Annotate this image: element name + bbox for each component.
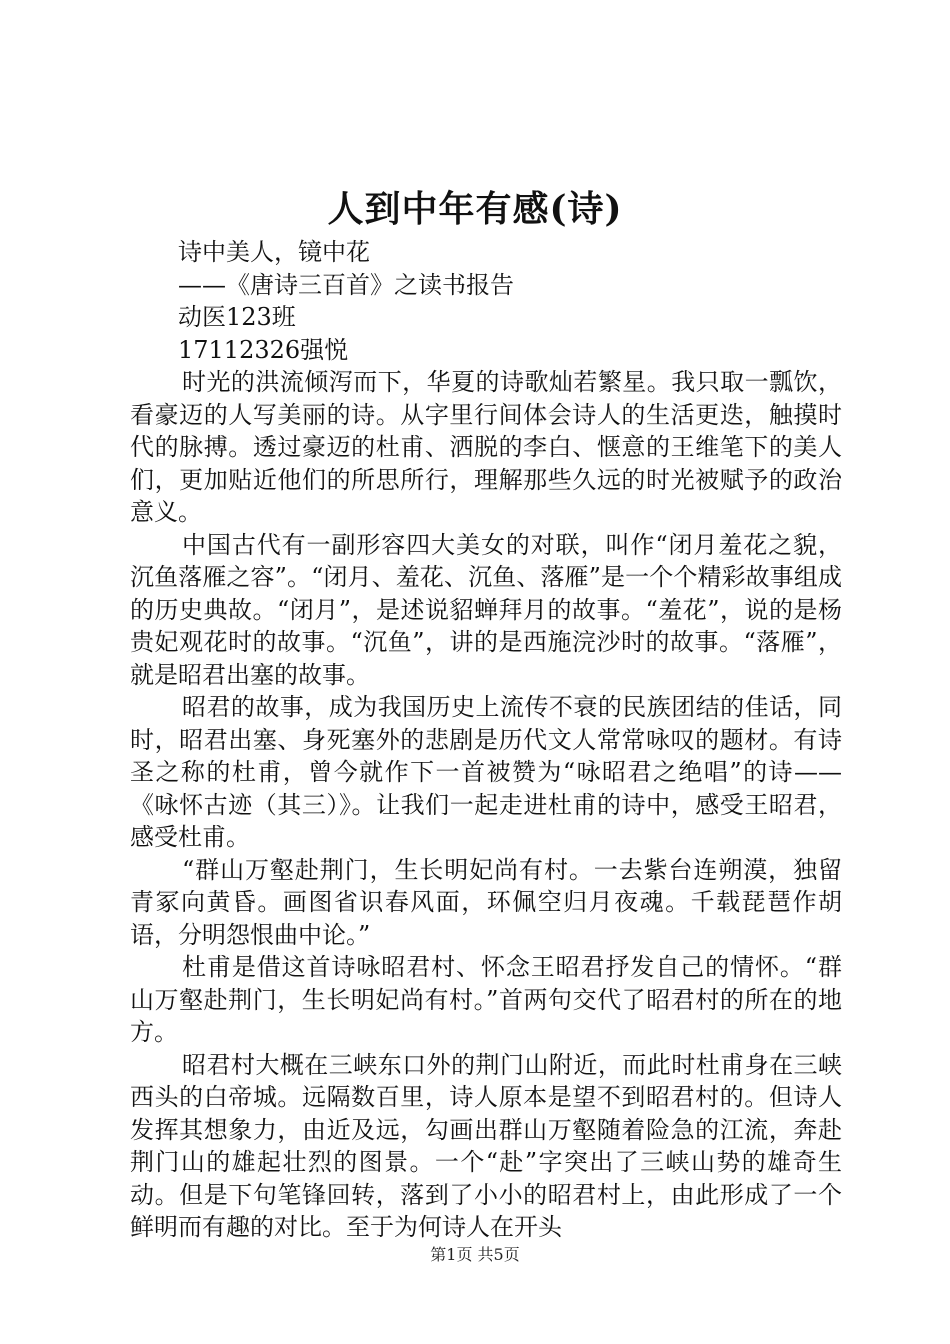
student-id-name: 17112326强悦: [178, 335, 349, 364]
report-title: ——《唐诗三百首》之读书报告: [178, 270, 514, 299]
paragraph-6: 昭君村大概在三峡东口外的荆门山附近，而此时杜甫身在三峡西头的白帝城。远隔数百里，诗人原本是望不到昭君村的。但诗人发挥其想象力，由近及远，勾画出群山万壑随着险急的江流，奔赴荆门山的雄起壮烈的图景。一个“赴”字突出了三峡山势的雄奇生动。但是下句笔锋回转，落到了小小的昭君村上，由此形成了一个鲜明而有趣的对比。至于为何诗人在开头: [130, 1050, 842, 1241]
paragraph-4-poem: “群山万壑赴荆门，生长明妃尚有村。一去紫台连朔漠，独留青冢向黄昏。画图省识春风面，环佩空归月夜魂。千载琵琶作胡语，分明怨恨曲中论。”: [130, 855, 842, 949]
document-body: [130, 236, 842, 1244]
paragraph-1: 时光的洪流倾泻而下，华夏的诗歌灿若繁星。我只取一瓢饮，看豪迈的人写美丽的诗。从字里行间体会诗人的生活更迭，触摸时代的脉搏。透过豪迈的杜甫、洒脱的李白、惬意的王维笔下的美人们，更加贴近他们的所思所行，理解那些久远的时光被赋予的政治意义。: [130, 368, 842, 526]
document-title: 人到中年有感(诗): [327, 188, 623, 230]
paragraph-2: 中国古代有一副形容四大美女的对联，叫作“闭月羞花之貌，沉鱼落雁之容”。“闭月、羞花、沉鱼、落雁”是一个个精彩故事组成的历史典故。“闭月”，是述说貂蝉拜月的故事。“羞花”，说的是杨贵妃观花时的故事。“沉鱼”，讲的是西施浣沙时的故事。“落雁”，就是昭君出塞的故事。: [130, 530, 842, 689]
paragraph-5: 杜甫是借这首诗咏昭君村、怀念王昭君抒发自己的情怀。“群山万壑赴荆门，生长明妃尚有村。”首两句交代了昭君村的所在的地方。: [130, 953, 842, 1046]
subtitle: 诗中美人，镜中花: [178, 238, 370, 266]
paragraph-3: 昭君的故事，成为我国历史上流传不衰的民族团结的佳话，同时，昭君出塞、身死塞外的悲剧是历代文人常常咏叹的题材。有诗圣之称的杜甫，曾今就作下一首被赞为“咏昭君之绝唱”的诗——《咏怀古迹（其三）》。让我们一起走进杜甫的诗中，感受王昭君，感受杜甫。: [130, 693, 842, 851]
page-footer: 第1页 共5页: [430, 1245, 520, 1264]
class-name: 动医123班: [178, 303, 296, 331]
